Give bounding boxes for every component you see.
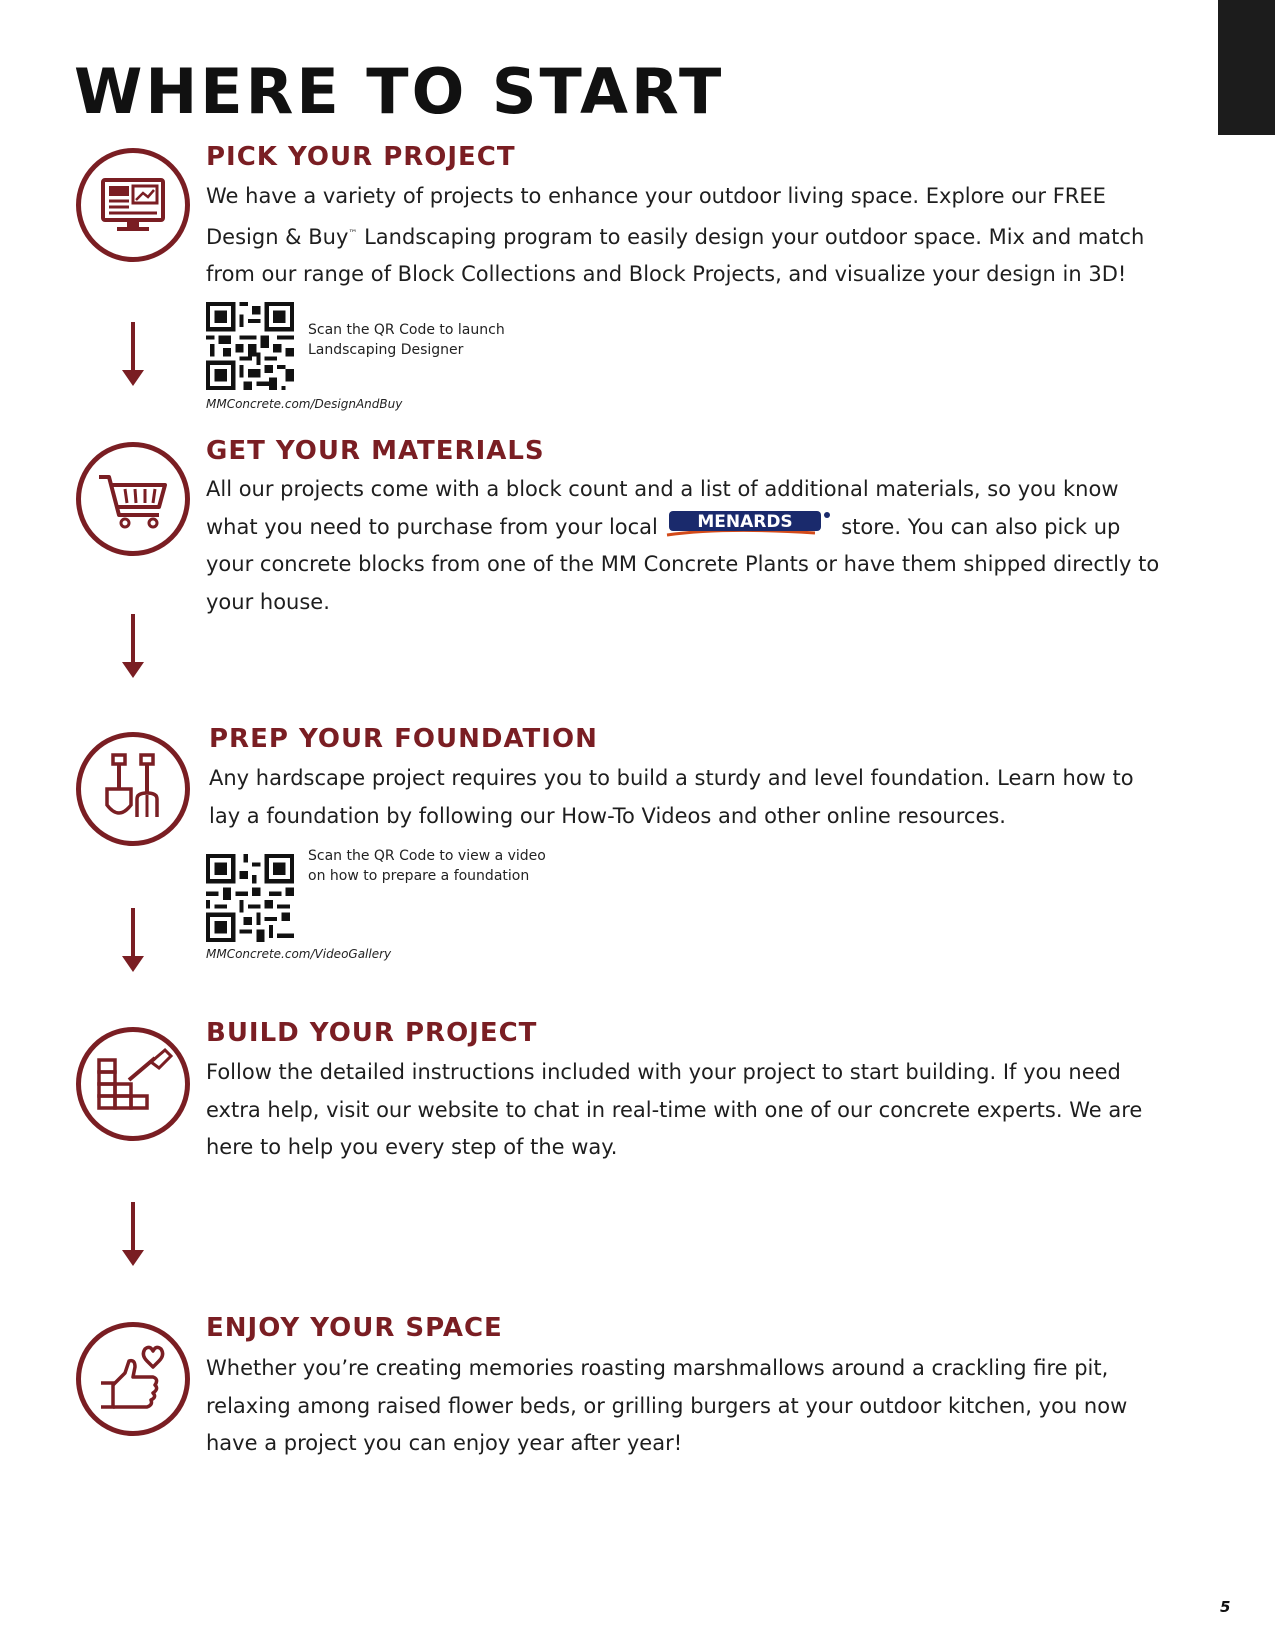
qr-code[interactable]	[206, 302, 294, 390]
qr-caption: Scan the QR Code to launch Landscaping Designer	[308, 322, 505, 358]
down-arrow-icon	[118, 322, 148, 388]
step-text: Any hardscape project requires you to build a sturdy and level foundation. Learn how to lay a foundation by following our How-To Videos and other online resources.	[209, 766, 1134, 828]
qr-url-link[interactable]: MMConcrete.com/DesignAndBuy	[206, 397, 403, 411]
page-title: WHERE TO START	[74, 55, 725, 128]
menards-logo	[665, 509, 835, 537]
thumbs-up-heart-icon	[76, 1322, 190, 1436]
step-title: PICK YOUR PROJECT	[206, 142, 516, 172]
step-text: Whether you’re creating memories roasting marshmallows around a crackling fire pit, relaxing among raised flower beds, or grilling burgers at your outdoor kitchen, you now have a project you can enjoy year after year!	[206, 1356, 1128, 1455]
down-arrow-icon	[118, 1202, 148, 1268]
shovel-and-fork-icon	[76, 732, 190, 846]
shopping-cart-icon	[76, 442, 190, 556]
computer-monitor-icon	[76, 148, 190, 262]
qr-url-link[interactable]: MMConcrete.com/VideoGallery	[206, 947, 392, 961]
step-text: We have a variety of projects to enhance your outdoor living space. Explore our FREE Design & Buy™ Landscaping program to easily design your outdoor space. Mix and match from our range of Block Collections and Block Projects, and visualize your design in 3D!	[206, 184, 1145, 286]
step-title: PREP YOUR FOUNDATION	[209, 724, 598, 754]
qr-code[interactable]	[206, 854, 294, 942]
step-text: All our projects come with a block count and a list of additional materials, so you know what you need to purchase from your local MENARDS store. You can also pick up your concrete blocks from one of the MM Concrete Plants or have them shipped directly to your house.	[206, 477, 1160, 614]
corner-tab	[1218, 0, 1275, 135]
step-title: BUILD YOUR PROJECT	[206, 1018, 538, 1048]
svg-text:MENARDS: MENARDS	[696, 511, 793, 532]
down-arrow-icon	[118, 614, 148, 680]
step-text: Follow the detailed instructions included with your project to start building. If you need extra help, visit our website to chat in real-time with one of our concrete experts. We are here to help you every step of the way.	[206, 1060, 1143, 1159]
qr-caption: Scan the QR Code to view a video on how to prepare a foundation	[308, 848, 546, 884]
step-title: GET YOUR MATERIALS	[206, 436, 545, 466]
bricks-and-trowel-icon	[76, 1027, 190, 1141]
step-title: ENJOY YOUR SPACE	[206, 1313, 503, 1343]
page-number: 5	[1220, 1598, 1231, 1616]
down-arrow-icon	[118, 908, 148, 974]
